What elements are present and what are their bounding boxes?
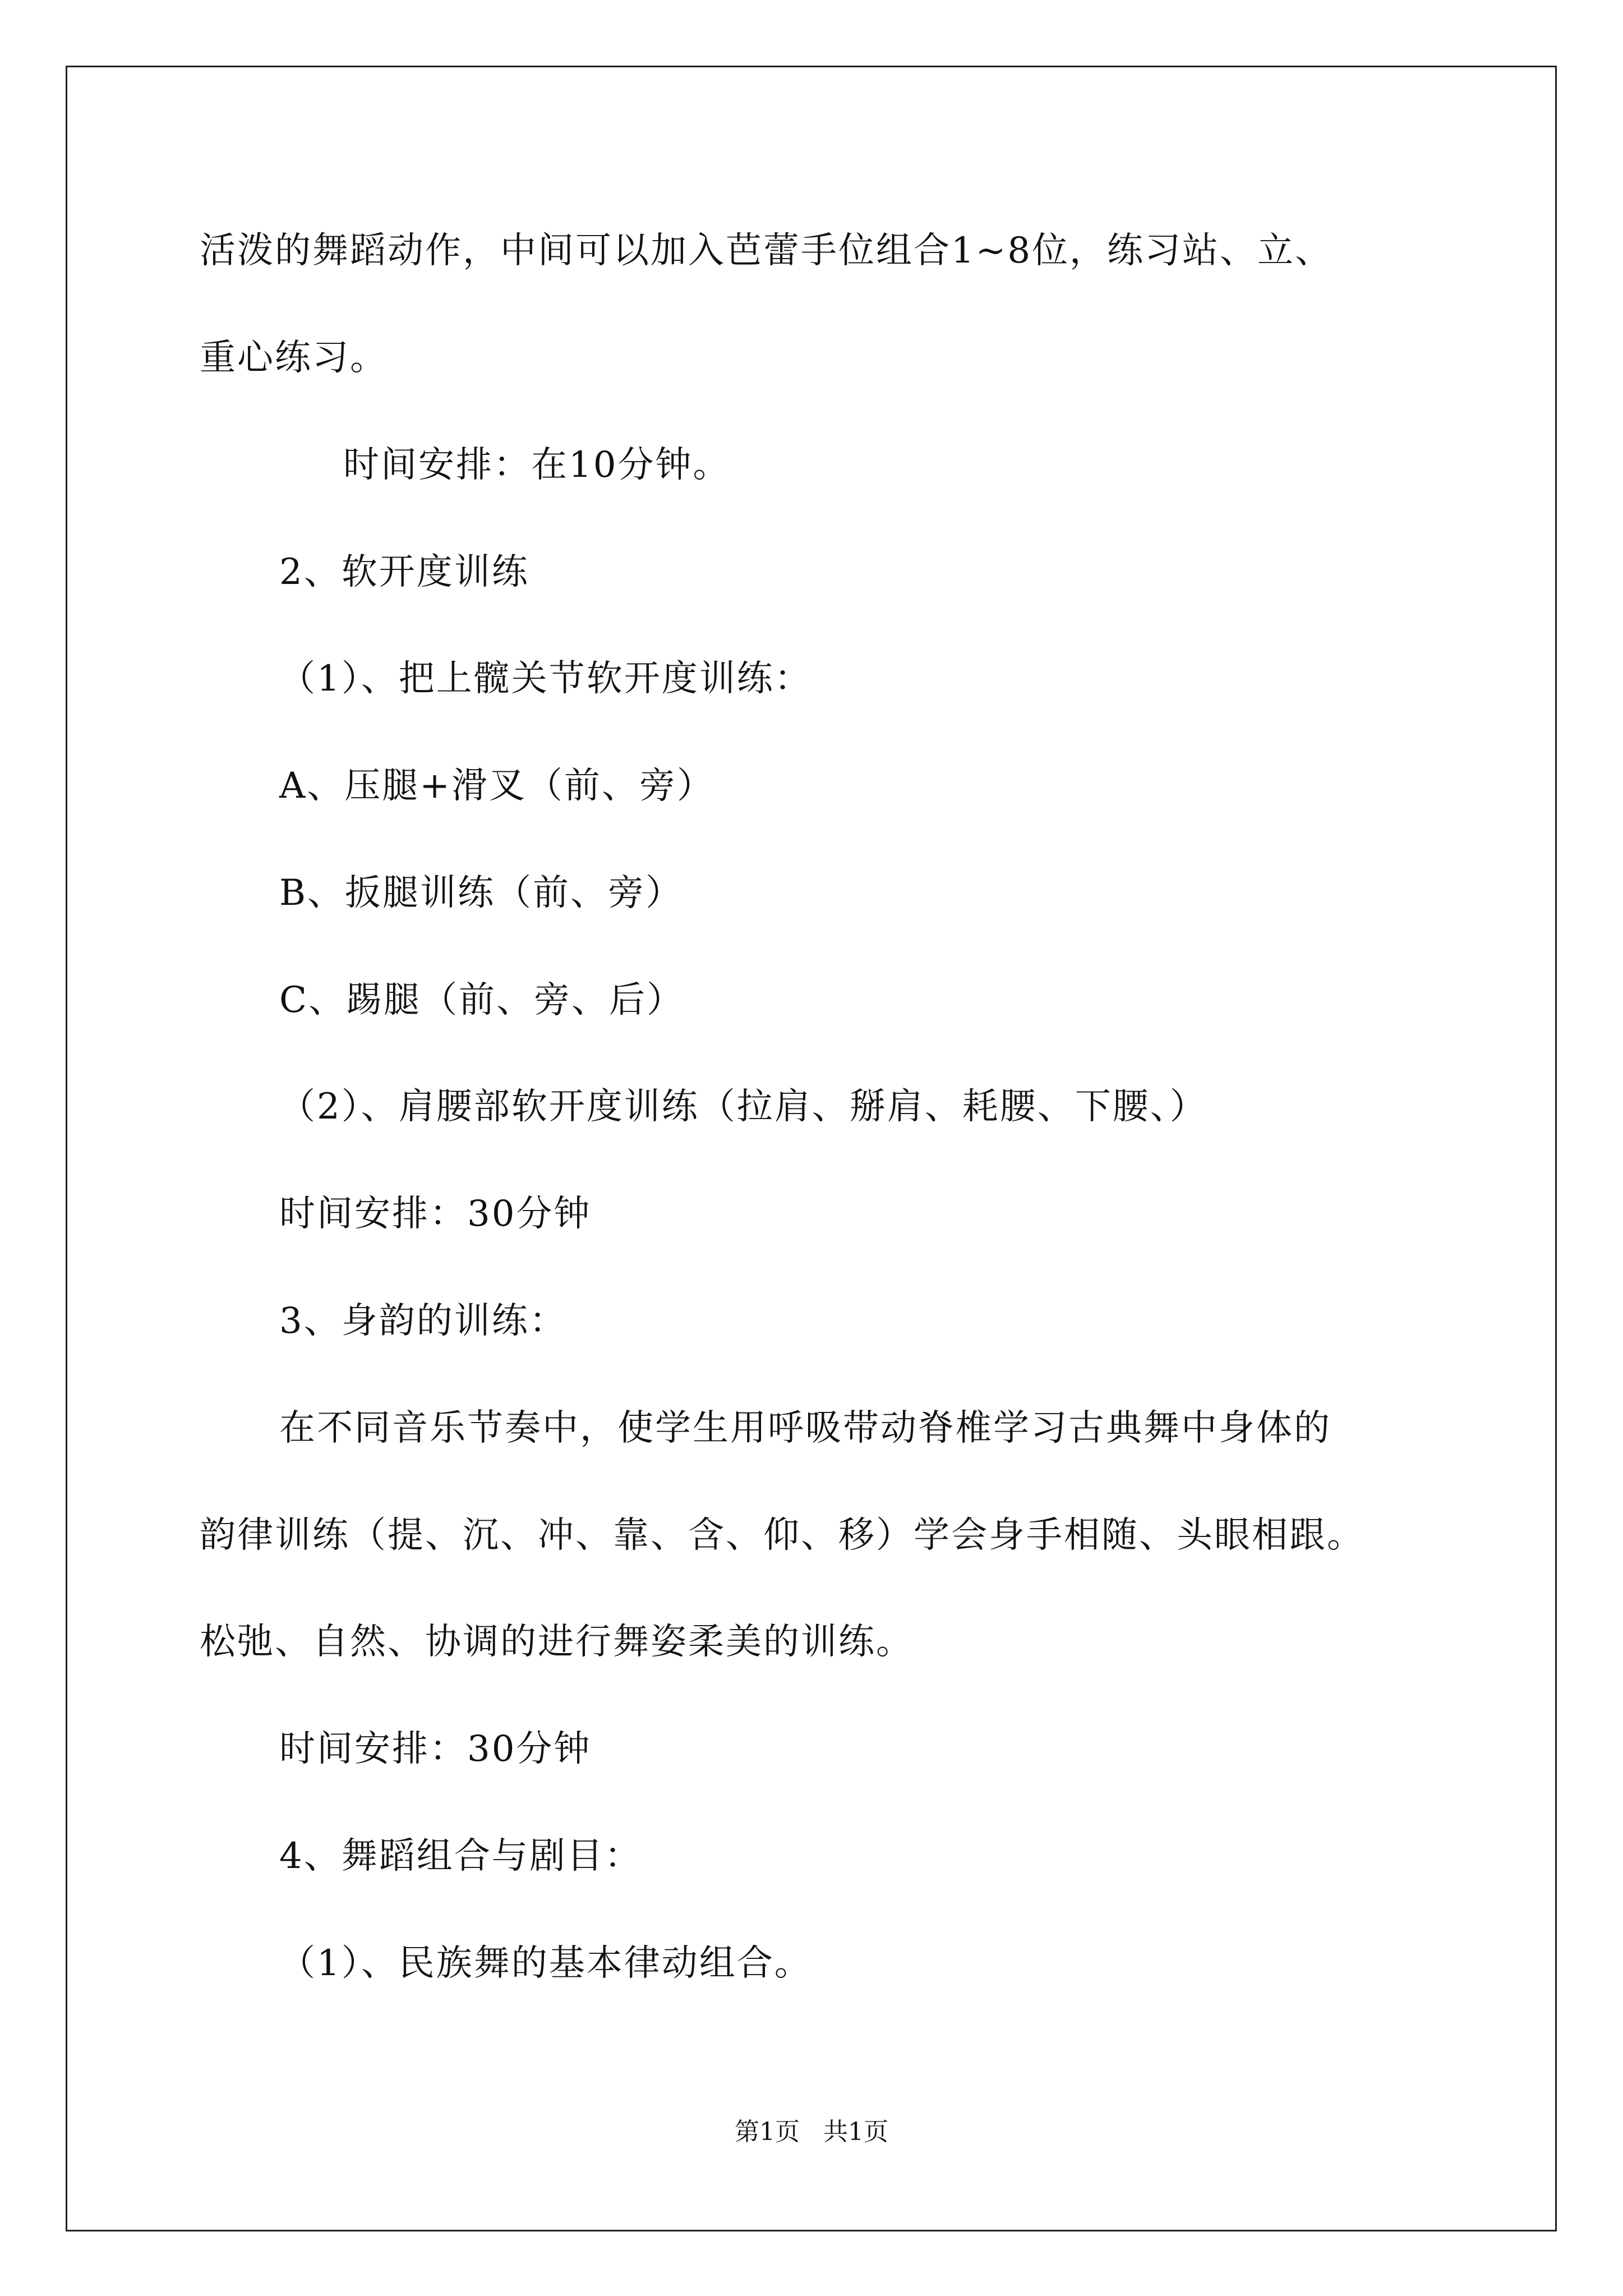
text-line-10: 时间安排：30分钟: [279, 1193, 592, 1235]
text-line-11: 3、身韵的训练：: [279, 1300, 567, 1342]
text-line-17: （1）、民族舞的基本律动组合。: [279, 1943, 812, 1984]
text-line-2: 重心练习。: [200, 337, 388, 379]
text-line-4: 2、软开度训练: [279, 551, 529, 593]
text-line-7: B、扳腿训练（前、旁）: [279, 872, 684, 914]
text-line-14: 松弛、自然、协调的进行舞姿柔美的训练。: [200, 1621, 914, 1663]
page-border: [66, 66, 1557, 2231]
text-line-13: 韵律训练（提、沉、冲、靠、含、仰、移）学会身手相随、头眼相跟。: [200, 1515, 1364, 1556]
text-line-5: （1）、把上髋关节软开度训练：: [279, 658, 812, 700]
text-line-6: A、压腿+滑叉（前、旁）: [279, 765, 714, 807]
text-line-12: 在不同音乐节奏中，使学生用呼吸带动脊椎学习古典舞中身体的: [279, 1407, 1331, 1449]
text-line-9: （2）、肩腰部软开度训练（拉肩、掰肩、耗腰、下腰、）: [279, 1086, 1207, 1128]
text-line-8: C、踢腿（前、旁、后）: [279, 979, 684, 1021]
text-line-15: 时间安排：30分钟: [279, 1728, 592, 1770]
page-number-footer: 第1页 共1页: [735, 2118, 888, 2146]
text-line-1: 活泼的舞蹈动作，中间可以加入芭蕾手位组合1~8位，练习站、立、: [200, 230, 1333, 272]
text-line-16: 4、舞蹈组合与剧目：: [279, 1835, 642, 1877]
text-line-3: 时间安排：在10分钟。: [343, 444, 731, 486]
